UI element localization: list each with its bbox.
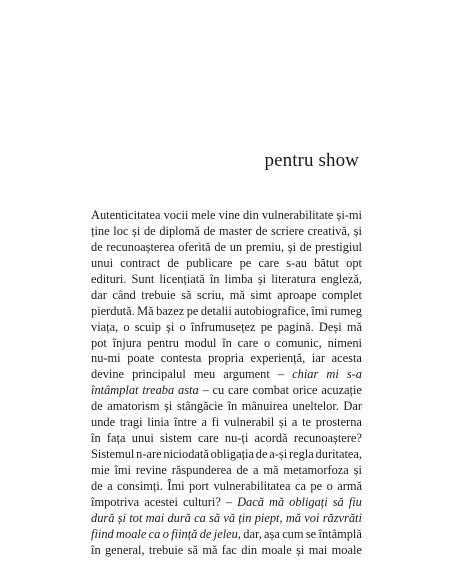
word: mă [229,287,245,302]
word: recunoaștere? [293,431,362,446]
word: Îmi [167,478,185,493]
word: creativă, [307,223,350,238]
word: moale [261,542,292,557]
word: unui [91,255,114,270]
word: și [287,239,297,254]
word: din [241,542,258,557]
text-line [91,367,362,383]
word: prestigiul [315,239,362,254]
word: fața [106,431,126,446]
word: și [164,399,173,414]
word: s-a [346,367,362,382]
word: răspunderea [171,463,232,477]
word: scriere [271,223,305,238]
word: Deși [318,319,342,334]
word: mai [145,510,165,525]
word: obligația [210,447,254,462]
word: în [209,271,220,286]
word: a [253,463,259,477]
word: detalii [200,303,232,318]
word: o [123,319,130,334]
word: oferită [178,239,211,254]
word: și [296,542,305,557]
text-line [91,399,362,415]
text-line [91,320,362,336]
word: acesta [331,351,362,366]
word: combat [252,383,289,398]
word: n-are [136,447,162,462]
word: și [353,223,362,238]
text-line [91,447,362,463]
word: – [225,494,233,509]
word: opt [346,255,362,270]
word: prosterna [315,415,362,430]
word: modul [184,335,217,350]
word: revine [135,463,167,477]
word: premiu, [245,239,285,254]
word: de [167,255,180,270]
word: și [132,223,141,238]
word: să [332,494,344,509]
word: dură [91,510,115,525]
word: înjura [112,335,142,350]
text-line [91,351,362,367]
word: de [255,223,268,238]
text-line [91,383,362,399]
word: și [353,463,362,477]
word: împotriva [91,494,140,509]
word: pentru [147,335,179,350]
text-line [91,288,362,304]
word: contesta [160,351,202,366]
word: care [228,383,249,398]
word: când [112,287,136,302]
word: o [162,526,169,541]
page-title: pentru show [264,150,359,171]
word: scuip [134,319,161,334]
word: Dacă [237,494,264,509]
word: iar [311,351,325,366]
text-line [91,527,362,543]
word: vulnerabilitatea [213,478,291,493]
word: ca [194,510,206,525]
word: general, [104,542,145,557]
word: să [187,542,198,557]
word: vine [218,208,240,222]
word: limba [224,271,253,286]
word: acuzație [321,383,362,398]
word: o [326,478,333,493]
word: Sistemul [91,447,135,462]
word: din [242,208,259,222]
text-line [91,240,362,256]
word: mi [326,367,339,382]
word: ca [148,526,161,541]
word: recunoașterea [106,239,175,254]
word: pe [260,319,273,334]
word: unui [131,431,154,446]
word: principalul [132,367,186,382]
word: în [91,542,101,557]
word: a-și [269,447,288,462]
word: care [197,431,219,446]
word: acordă [254,431,288,446]
word: trebuie [141,287,176,302]
word: de [199,526,212,541]
word: așa [264,526,280,541]
word: engleză, [320,271,362,286]
word: Sunt [131,271,155,286]
word: dură [167,510,191,525]
word: vă [223,510,236,525]
word: complet [321,287,362,302]
word: mă [263,463,279,477]
word: care [237,335,259,350]
word: bazez [156,303,185,318]
word: unde [91,415,116,430]
word: fiu [348,494,362,509]
word: chiar [292,367,319,382]
word: vulnerabil [223,415,275,430]
word: scriu, [197,287,225,302]
word: – [202,383,209,398]
word: acestei [144,494,178,509]
word: țin [238,510,252,525]
word: o [264,335,271,350]
text-line [91,495,362,511]
text-line [91,224,362,240]
word: întâmplat [91,383,139,398]
word: a [107,478,113,493]
word: armă [337,478,362,493]
word: să [181,287,192,302]
word: nu-ți [224,431,249,446]
word: înfrumusețez [190,319,256,334]
word: în [222,335,232,350]
word: fiind [91,526,114,541]
word: pierdută. [91,303,135,318]
word: mele [191,208,216,222]
word: port [189,478,209,493]
word: licențiată [159,271,205,286]
word: și-mi [336,208,362,222]
word: Autenticitatea [91,208,161,222]
word: și [278,415,288,430]
word: și [257,271,267,286]
word: argument [223,367,270,382]
word: pe [310,478,323,493]
word: niciodată [163,447,209,462]
word: tragi [119,415,143,430]
text-line [91,511,362,527]
text-line [91,543,362,559]
word: a [291,415,298,430]
word: de [255,447,268,462]
word: vocii [163,208,189,222]
word: devine [91,367,125,382]
word: master [218,223,252,238]
text-line [91,431,362,447]
word: aproape [277,287,317,302]
word: dar [91,287,107,302]
word: care [258,255,280,270]
word: viața, [91,319,119,334]
word: treaba [142,383,175,398]
word: de [203,223,216,238]
word: Dar [343,399,362,414]
word: comunic, [276,335,322,350]
word: trebuie [148,542,184,557]
text-line [91,415,362,431]
word: regla [288,447,314,462]
body-paragraph [91,208,362,559]
word: între [174,415,197,430]
word: moale [331,542,362,557]
word: ține [91,223,110,238]
word: pe [186,303,199,318]
word: experiență, [250,351,306,366]
word: cu [212,383,225,398]
word: de [214,239,227,254]
word: propria [208,351,244,366]
word: voi [304,510,320,525]
word: s-au [286,255,307,270]
word: cum [282,526,304,541]
word: de [143,223,156,238]
word: întâmplă [318,526,362,541]
word: mă [346,319,362,334]
word: nimeni [327,335,362,350]
text-line [91,304,362,320]
word: Mă [137,303,154,318]
word: rumeg [330,303,362,318]
word: fi [211,415,220,430]
word: să [209,510,221,525]
word: de [236,463,249,477]
word: publicare [186,255,233,270]
word: simt [250,287,272,302]
word: de [299,239,312,254]
text-line [91,208,362,224]
word: mă [285,510,302,525]
word: tot [129,510,143,525]
word: mie [91,463,110,477]
word: de [91,399,103,414]
word: mă [202,542,218,557]
word: mai [308,542,328,557]
word: pot [91,335,107,350]
word: uneltelor. [292,399,339,414]
word: edituri. [91,271,127,286]
word: dar, [243,526,262,541]
word: diplomă [159,223,200,238]
word: bătut [314,255,339,270]
word: se [305,526,317,541]
word: autobiografice, [234,303,309,318]
word: ca [294,478,306,493]
word: stângăcie [176,399,224,414]
word: te [302,415,312,430]
word: vulnerabilitate [261,208,334,222]
word: culturi? [182,494,221,509]
word: meu [193,367,216,382]
word: fac [221,542,237,557]
text-line [91,336,362,352]
text-line [91,463,362,479]
word: îmi [311,303,328,318]
word: – [277,367,285,382]
word: a [201,415,207,430]
word: îmi [114,463,131,477]
word: răzvrăti [322,510,362,525]
word: mânuirea [241,399,288,414]
word: piept, [254,510,283,525]
word: și [117,510,126,525]
word: o [179,319,186,334]
text-line [91,256,362,272]
word: de [91,239,103,254]
word: de [91,478,103,493]
word: contract [120,255,161,270]
word: pe [239,255,252,270]
word: literatura [271,271,316,286]
word: orice [292,383,318,398]
word: sistem [160,431,192,446]
word: consimți. [117,478,163,493]
word: și [166,319,175,334]
word: poate [127,351,155,366]
word: pagină. [277,319,314,334]
word: în [91,431,101,446]
word: asta [178,383,199,398]
word: în [227,399,238,414]
word: amatorism [107,399,160,414]
word: jeleu, [213,526,241,541]
word: moale [116,526,147,541]
word: ființă [171,526,198,541]
word: metamorfoza [283,463,349,477]
text-line [91,272,362,288]
word: un [229,239,243,254]
text-line [91,479,362,495]
word: nu-mi [91,351,121,366]
word: loc [113,223,129,238]
word: duritatea, [315,447,362,462]
word: mă [268,494,285,509]
word: obligați [289,494,328,509]
word: linia [147,415,170,430]
